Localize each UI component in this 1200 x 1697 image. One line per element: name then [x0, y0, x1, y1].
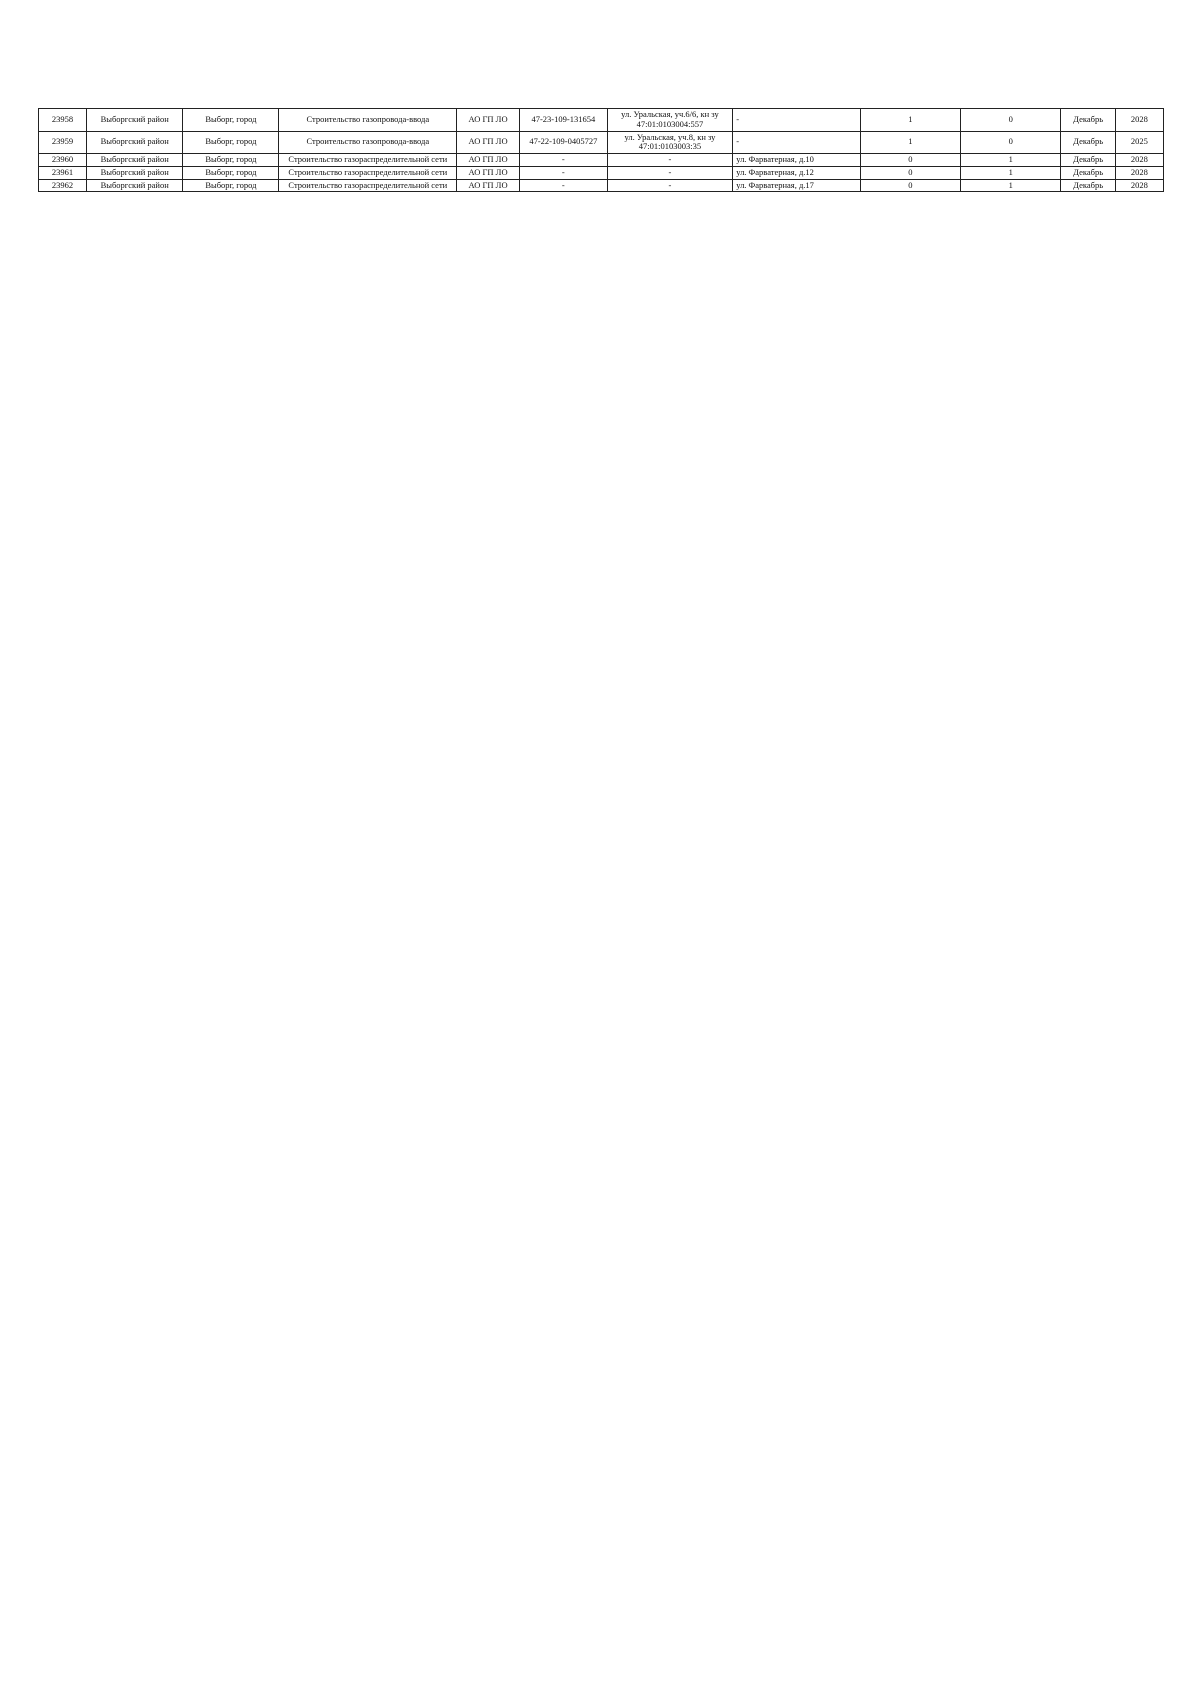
- cell-address: -: [607, 179, 732, 192]
- cell-work-type: Строительство газопровода-ввода: [279, 109, 457, 132]
- table-row: [39, 179, 1164, 192]
- cell-district: Выборгский район: [87, 166, 183, 179]
- cell-work-type: Строительство газораспределительной сети: [279, 154, 457, 167]
- cell-qty-networks: 1: [961, 154, 1061, 167]
- cell-qty-inputs: 1: [860, 109, 960, 132]
- cell-qty-networks: 1: [961, 166, 1061, 179]
- cell-month: Декабрь: [1061, 131, 1115, 154]
- cell-month: Декабрь: [1061, 166, 1115, 179]
- cell-address-secondary: ул. Фарватерная, д.12: [733, 166, 861, 179]
- cell-row-number: 23959: [39, 131, 87, 154]
- cell-district: Выборгский район: [87, 179, 183, 192]
- cell-district: Выборгский район: [87, 154, 183, 167]
- cell-month: Декабрь: [1061, 179, 1115, 192]
- cell-address-secondary: -: [733, 131, 861, 154]
- cell-qty-networks: 0: [961, 109, 1061, 132]
- cell-qty-inputs: 1: [860, 131, 960, 154]
- cell-organization: АО ГП ЛО: [457, 131, 520, 154]
- cell-work-type: Строительство газораспределительной сети: [279, 179, 457, 192]
- cell-qty-inputs: 0: [860, 179, 960, 192]
- cell-address-secondary: -: [733, 109, 861, 132]
- cell-year: 2028: [1115, 166, 1163, 179]
- cell-address: -: [607, 166, 732, 179]
- cell-row-number: 23961: [39, 166, 87, 179]
- cell-year: 2028: [1115, 179, 1163, 192]
- cell-qty-networks: 1: [961, 179, 1061, 192]
- cell-row-number: 23958: [39, 109, 87, 132]
- cell-district: Выборгский район: [87, 131, 183, 154]
- cell-address: ул. Уральская, уч.6/6, кн зу 47:01:0103004:557: [607, 109, 732, 132]
- register-body: [39, 109, 1164, 192]
- cell-qty-networks: 0: [961, 131, 1061, 154]
- cell-locality: Выборг, город: [183, 131, 279, 154]
- cell-organization: АО ГП ЛО: [457, 166, 520, 179]
- table-row: [39, 166, 1164, 179]
- cell-locality: Выборг, город: [183, 179, 279, 192]
- cell-month: Декабрь: [1061, 154, 1115, 167]
- cell-qty-inputs: 0: [860, 166, 960, 179]
- register-table: [38, 108, 1164, 192]
- cell-work-type: Строительство газопровода-ввода: [279, 131, 457, 154]
- cell-address: -: [607, 154, 732, 167]
- cell-row-number: 23962: [39, 179, 87, 192]
- cell-locality: Выборг, город: [183, 109, 279, 132]
- cell-district: Выборгский район: [87, 109, 183, 132]
- table-row: [39, 131, 1164, 154]
- cell-year: 2028: [1115, 109, 1163, 132]
- table-row: [39, 109, 1164, 132]
- cell-address-secondary: ул. Фарватерная, д.10: [733, 154, 861, 167]
- cell-registration-code: -: [519, 179, 607, 192]
- table-row: [39, 154, 1164, 167]
- cell-organization: АО ГП ЛО: [457, 154, 520, 167]
- cell-row-number: 23960: [39, 154, 87, 167]
- cell-registration-code: 47-23-109-131654: [519, 109, 607, 132]
- cell-organization: АО ГП ЛО: [457, 179, 520, 192]
- cell-year: 2028: [1115, 154, 1163, 167]
- cell-qty-inputs: 0: [860, 154, 960, 167]
- cell-locality: Выборг, город: [183, 154, 279, 167]
- cell-address-secondary: ул. Фарватерная, д.17: [733, 179, 861, 192]
- cell-month: Декабрь: [1061, 109, 1115, 132]
- cell-work-type: Строительство газораспределительной сети: [279, 166, 457, 179]
- cell-registration-code: -: [519, 154, 607, 167]
- cell-locality: Выборг, город: [183, 166, 279, 179]
- cell-registration-code: 47-22-109-0405727: [519, 131, 607, 154]
- cell-year: 2025: [1115, 131, 1163, 154]
- cell-registration-code: -: [519, 166, 607, 179]
- cell-address: ул. Уральская, уч.8, кн зу 47:01:0103003:35: [607, 131, 732, 154]
- cell-organization: АО ГП ЛО: [457, 109, 520, 132]
